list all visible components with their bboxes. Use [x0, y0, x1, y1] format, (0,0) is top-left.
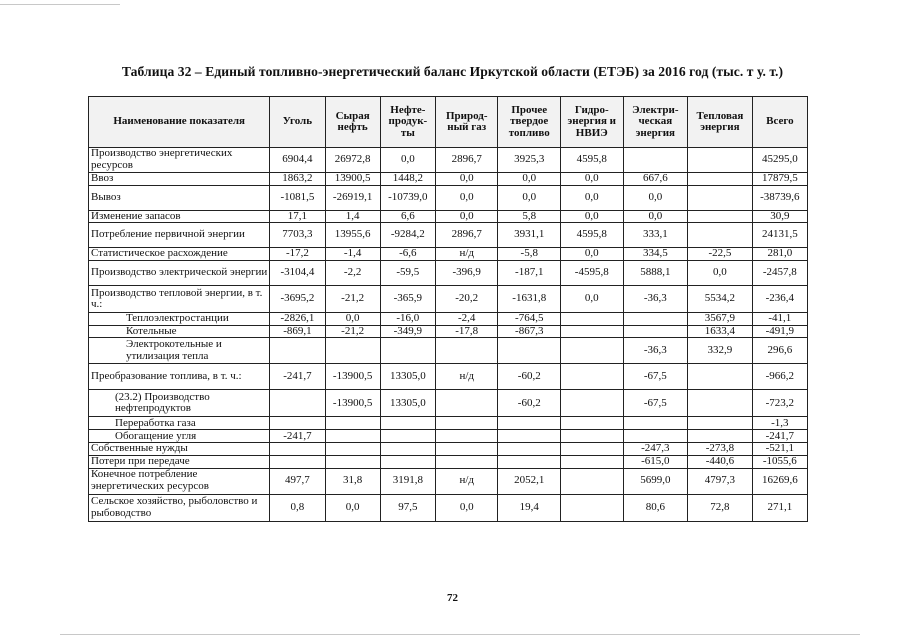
cell-crude-oil: -2,2	[325, 261, 380, 286]
cell-electric-energy: -67,5	[623, 390, 688, 417]
cell-petroleum-products: 13305,0	[380, 390, 435, 417]
table-row	[89, 223, 808, 248]
cell-electric-energy	[623, 417, 688, 430]
cell-electric-energy: -67,5	[623, 364, 688, 390]
column-header-heat-energy: Тепловая энергия	[688, 97, 753, 148]
column-header-hydro-renewables: Гидро-энергия и НВИЭ	[561, 97, 624, 148]
cell-crude-oil	[325, 338, 380, 364]
cell-natural-gas: н/д	[435, 364, 498, 390]
table-body	[89, 148, 808, 522]
cell-hydro-renewables: 0,0	[561, 248, 624, 261]
cell-natural-gas	[435, 390, 498, 417]
row-label: Собственные нужды	[89, 443, 270, 456]
cell-hydro-renewables	[561, 390, 624, 417]
table-row	[89, 468, 808, 494]
cell-electric-energy	[623, 430, 688, 443]
column-header-crude-oil: Сырая нефть	[325, 97, 380, 148]
cell-crude-oil: 0,0	[325, 494, 380, 521]
cell-other-solid-fuel	[498, 338, 561, 364]
cell-coal: -241,7	[270, 364, 325, 390]
cell-coal	[270, 443, 325, 456]
cell-coal: 17,1	[270, 210, 325, 223]
cell-electric-energy	[623, 313, 688, 326]
cell-petroleum-products: -6,6	[380, 248, 435, 261]
column-header-total: Всего	[752, 97, 807, 148]
cell-other-solid-fuel: -60,2	[498, 364, 561, 390]
cell-natural-gas: -2,4	[435, 313, 498, 326]
row-label: Переработка газа	[89, 417, 270, 430]
row-label: Электрокотельные и утилизация тепла	[89, 338, 270, 364]
cell-natural-gas: -17,8	[435, 325, 498, 338]
cell-hydro-renewables	[561, 443, 624, 456]
row-label: (23.2) Производство нефтепродуктов	[89, 390, 270, 417]
cell-other-solid-fuel: 5,8	[498, 210, 561, 223]
cell-heat-energy	[688, 390, 753, 417]
cell-total: 271,1	[752, 494, 807, 521]
cell-petroleum-products	[380, 455, 435, 468]
table-row	[89, 148, 808, 173]
cell-hydro-renewables: -4595,8	[561, 261, 624, 286]
cell-petroleum-products: -365,9	[380, 286, 435, 313]
cell-heat-energy	[688, 148, 753, 173]
cell-other-solid-fuel: 3931,1	[498, 223, 561, 248]
cell-electric-energy: 333,1	[623, 223, 688, 248]
cell-heat-energy	[688, 364, 753, 390]
table-row	[89, 364, 808, 390]
column-header-coal: Уголь	[270, 97, 325, 148]
cell-crude-oil: -13900,5	[325, 364, 380, 390]
cell-petroleum-products: 97,5	[380, 494, 435, 521]
energy-balance-table	[88, 96, 808, 522]
cell-coal: 6904,4	[270, 148, 325, 173]
cell-hydro-renewables: 4595,8	[561, 148, 624, 173]
cell-total: -1055,6	[752, 455, 807, 468]
cell-coal: 1863,2	[270, 173, 325, 186]
cell-crude-oil	[325, 455, 380, 468]
cell-electric-energy	[623, 325, 688, 338]
row-label: Теплоэлектростанции	[89, 313, 270, 326]
cell-heat-energy: 332,9	[688, 338, 753, 364]
cell-crude-oil: 31,8	[325, 468, 380, 494]
cell-heat-energy: -273,8	[688, 443, 753, 456]
cell-natural-gas: -20,2	[435, 286, 498, 313]
row-label: Сельское хозяйство, рыболовство и рыбоводство	[89, 494, 270, 521]
cell-other-solid-fuel	[498, 443, 561, 456]
table-row	[89, 185, 808, 210]
column-header-petroleum-products: Нефте-продук-ты	[380, 97, 435, 148]
row-label: Потребление первичной энергии	[89, 223, 270, 248]
cell-electric-energy: -36,3	[623, 286, 688, 313]
column-header-other-solid-fuel: Прочее твердое топливо	[498, 97, 561, 148]
cell-crude-oil: 0,0	[325, 313, 380, 326]
cell-crude-oil: 13900,5	[325, 173, 380, 186]
cell-total: -241,7	[752, 430, 807, 443]
cell-heat-energy: 0,0	[688, 261, 753, 286]
cell-natural-gas: 0,0	[435, 185, 498, 210]
cell-coal: 7703,3	[270, 223, 325, 248]
cell-petroleum-products: -16,0	[380, 313, 435, 326]
cell-coal	[270, 338, 325, 364]
cell-natural-gas: 0,0	[435, 173, 498, 186]
table-row	[89, 313, 808, 326]
row-label: Производство энергетических ресурсов	[89, 148, 270, 173]
column-header-electric-energy: Электри-ческая энергия	[623, 97, 688, 148]
table-row	[89, 248, 808, 261]
cell-hydro-renewables: 0,0	[561, 185, 624, 210]
cell-crude-oil: -21,2	[325, 325, 380, 338]
table-row	[89, 417, 808, 430]
page-number: 72	[447, 592, 458, 604]
cell-total: 16269,6	[752, 468, 807, 494]
cell-petroleum-products: 6,6	[380, 210, 435, 223]
cell-total: 30,9	[752, 210, 807, 223]
column-header-indicator: Наименование показателя	[89, 97, 270, 148]
cell-electric-energy: 5699,0	[623, 468, 688, 494]
cell-natural-gas: 2896,7	[435, 223, 498, 248]
cell-natural-gas	[435, 443, 498, 456]
cell-coal: -3695,2	[270, 286, 325, 313]
row-label: Вывоз	[89, 185, 270, 210]
cell-petroleum-products: -349,9	[380, 325, 435, 338]
cell-other-solid-fuel: -5,8	[498, 248, 561, 261]
cell-coal: -3104,4	[270, 261, 325, 286]
cell-petroleum-products	[380, 430, 435, 443]
row-label: Производство тепловой энергии, в т. ч.:	[89, 286, 270, 313]
cell-total: -41,1	[752, 313, 807, 326]
cell-coal: -2826,1	[270, 313, 325, 326]
cell-hydro-renewables	[561, 325, 624, 338]
cell-heat-energy: 3567,9	[688, 313, 753, 326]
cell-crude-oil: 26972,8	[325, 148, 380, 173]
cell-coal	[270, 417, 325, 430]
cell-natural-gas: 0,0	[435, 210, 498, 223]
cell-heat-energy	[688, 430, 753, 443]
cell-petroleum-products: -59,5	[380, 261, 435, 286]
cell-hydro-renewables	[561, 455, 624, 468]
cell-heat-energy: -440,6	[688, 455, 753, 468]
row-label: Статистическое расхождение	[89, 248, 270, 261]
table-row	[89, 390, 808, 417]
cell-total: -2457,8	[752, 261, 807, 286]
cell-natural-gas: 2896,7	[435, 148, 498, 173]
cell-heat-energy	[688, 417, 753, 430]
cell-electric-energy: 667,6	[623, 173, 688, 186]
cell-electric-energy: -36,3	[623, 338, 688, 364]
row-label: Котельные	[89, 325, 270, 338]
cell-natural-gas: н/д	[435, 248, 498, 261]
cell-hydro-renewables	[561, 313, 624, 326]
table-row	[89, 455, 808, 468]
cell-heat-energy: -22,5	[688, 248, 753, 261]
cell-electric-energy: 0,0	[623, 185, 688, 210]
cell-heat-energy: 1633,4	[688, 325, 753, 338]
cell-total: 24131,5	[752, 223, 807, 248]
cell-other-solid-fuel: 0,0	[498, 185, 561, 210]
cell-other-solid-fuel: -1631,8	[498, 286, 561, 313]
cell-total: 45295,0	[752, 148, 807, 173]
cell-electric-energy: -247,3	[623, 443, 688, 456]
cell-crude-oil	[325, 417, 380, 430]
cell-crude-oil: -13900,5	[325, 390, 380, 417]
row-label: Ввоз	[89, 173, 270, 186]
cell-hydro-renewables: 0,0	[561, 210, 624, 223]
cell-crude-oil: -1,4	[325, 248, 380, 261]
table-title: Таблица 32 – Единый топливно-энергетический баланс Иркутской области (ЕТЭБ) за 2016 год (тыс. т у. т.)	[121, 64, 784, 79]
cell-petroleum-products	[380, 443, 435, 456]
cell-hydro-renewables	[561, 430, 624, 443]
cell-total: 281,0	[752, 248, 807, 261]
cell-other-solid-fuel: -187,1	[498, 261, 561, 286]
cell-crude-oil	[325, 443, 380, 456]
cell-heat-energy	[688, 173, 753, 186]
cell-total: -1,3	[752, 417, 807, 430]
cell-petroleum-products: 3191,8	[380, 468, 435, 494]
cell-other-solid-fuel	[498, 430, 561, 443]
cell-electric-energy: 80,6	[623, 494, 688, 521]
row-label: Обогащение угля	[89, 430, 270, 443]
cell-other-solid-fuel	[498, 455, 561, 468]
cell-other-solid-fuel: 3925,3	[498, 148, 561, 173]
table-row	[89, 430, 808, 443]
table-row	[89, 261, 808, 286]
cell-petroleum-products: -10739,0	[380, 185, 435, 210]
scan-edge-line	[0, 4, 120, 5]
cell-other-solid-fuel: 2052,1	[498, 468, 561, 494]
cell-other-solid-fuel: -60,2	[498, 390, 561, 417]
cell-hydro-renewables	[561, 468, 624, 494]
cell-petroleum-products: 1448,2	[380, 173, 435, 186]
scan-edge-line	[60, 634, 860, 635]
cell-coal: 0,8	[270, 494, 325, 521]
cell-petroleum-products: 0,0	[380, 148, 435, 173]
cell-total: -966,2	[752, 364, 807, 390]
column-header-natural-gas: Природ-ный газ	[435, 97, 498, 148]
table-row	[89, 325, 808, 338]
row-label: Потери при передаче	[89, 455, 270, 468]
cell-other-solid-fuel: -867,3	[498, 325, 561, 338]
cell-total: -38739,6	[752, 185, 807, 210]
cell-natural-gas: н/д	[435, 468, 498, 494]
table-row	[89, 210, 808, 223]
cell-hydro-renewables	[561, 494, 624, 521]
cell-hydro-renewables	[561, 417, 624, 430]
cell-hydro-renewables	[561, 338, 624, 364]
cell-coal: -1081,5	[270, 185, 325, 210]
cell-crude-oil: -21,2	[325, 286, 380, 313]
cell-coal: -869,1	[270, 325, 325, 338]
table-row	[89, 286, 808, 313]
cell-petroleum-products	[380, 417, 435, 430]
row-label: Производство электрической энергии	[89, 261, 270, 286]
cell-heat-energy: 72,8	[688, 494, 753, 521]
cell-total: -236,4	[752, 286, 807, 313]
cell-natural-gas: -396,9	[435, 261, 498, 286]
cell-coal	[270, 455, 325, 468]
table-row	[89, 443, 808, 456]
cell-natural-gas	[435, 430, 498, 443]
cell-petroleum-products	[380, 338, 435, 364]
cell-hydro-renewables: 0,0	[561, 286, 624, 313]
cell-crude-oil	[325, 430, 380, 443]
cell-coal: -17,2	[270, 248, 325, 261]
table-row	[89, 494, 808, 521]
cell-petroleum-products: -9284,2	[380, 223, 435, 248]
cell-coal	[270, 390, 325, 417]
cell-electric-energy: 334,5	[623, 248, 688, 261]
cell-natural-gas	[435, 338, 498, 364]
cell-other-solid-fuel: 19,4	[498, 494, 561, 521]
cell-heat-energy	[688, 185, 753, 210]
table-row	[89, 338, 808, 364]
cell-total: -723,2	[752, 390, 807, 417]
cell-natural-gas	[435, 455, 498, 468]
cell-total: -491,9	[752, 325, 807, 338]
cell-other-solid-fuel: -764,5	[498, 313, 561, 326]
cell-natural-gas	[435, 417, 498, 430]
cell-total: 17879,5	[752, 173, 807, 186]
cell-other-solid-fuel: 0,0	[498, 173, 561, 186]
cell-heat-energy: 4797,3	[688, 468, 753, 494]
row-label: Изменение запасов	[89, 210, 270, 223]
row-label: Конечное потребление энергетических ресурсов	[89, 468, 270, 494]
table-header-row	[89, 97, 808, 148]
cell-electric-energy: 0,0	[623, 210, 688, 223]
cell-crude-oil: 13955,6	[325, 223, 380, 248]
cell-crude-oil: -26919,1	[325, 185, 380, 210]
cell-coal: -241,7	[270, 430, 325, 443]
cell-electric-energy: 5888,1	[623, 261, 688, 286]
cell-electric-energy: -615,0	[623, 455, 688, 468]
cell-hydro-renewables: 0,0	[561, 173, 624, 186]
cell-crude-oil: 1,4	[325, 210, 380, 223]
cell-other-solid-fuel	[498, 417, 561, 430]
cell-heat-energy	[688, 210, 753, 223]
cell-electric-energy	[623, 148, 688, 173]
cell-petroleum-products: 13305,0	[380, 364, 435, 390]
row-label: Преобразование топлива, в т. ч.:	[89, 364, 270, 390]
cell-natural-gas: 0,0	[435, 494, 498, 521]
cell-heat-energy	[688, 223, 753, 248]
table-row	[89, 173, 808, 186]
cell-hydro-renewables	[561, 364, 624, 390]
cell-total: 296,6	[752, 338, 807, 364]
cell-coal: 497,7	[270, 468, 325, 494]
cell-hydro-renewables: 4595,8	[561, 223, 624, 248]
cell-heat-energy: 5534,2	[688, 286, 753, 313]
cell-total: -521,1	[752, 443, 807, 456]
